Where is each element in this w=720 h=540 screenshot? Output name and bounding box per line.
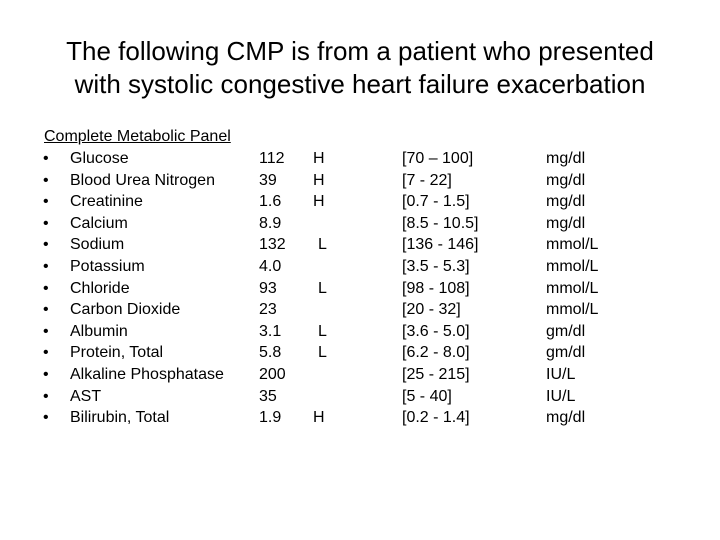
lab-name: Sodium xyxy=(70,236,125,254)
lab-results-list xyxy=(0,148,720,429)
lab-result-row xyxy=(0,170,720,192)
lab-unit: IU/L xyxy=(546,365,576,383)
lab-unit: mmol/L xyxy=(546,301,599,319)
lab-unit: gm/dl xyxy=(546,344,586,362)
reference-range: [3.5 - 5.3] xyxy=(402,257,470,275)
reference-range: [3.6 - 5.0] xyxy=(402,322,470,340)
bullet-icon: • xyxy=(43,257,49,275)
abnormal-flag: L xyxy=(318,236,327,254)
lab-unit: mmol/L xyxy=(546,236,599,254)
reference-range: [5 - 40] xyxy=(402,387,452,405)
lab-name: AST xyxy=(70,387,102,405)
lab-value: 8.9 xyxy=(259,214,282,232)
lab-value: 35 xyxy=(259,387,277,405)
reference-range: [8.5 - 10.5] xyxy=(402,214,479,232)
lab-name: Potassium xyxy=(70,257,145,275)
bullet-icon: • xyxy=(43,322,49,340)
reference-range: [0.2 - 1.4] xyxy=(402,409,470,427)
lab-unit: mg/dl xyxy=(546,171,586,189)
reference-range: [136 - 146] xyxy=(402,236,479,254)
lab-result-row xyxy=(0,213,720,235)
panel-heading: Complete Metabolic Panel xyxy=(44,128,231,145)
bullet-icon: • xyxy=(43,193,49,211)
bullet-icon: • xyxy=(43,236,49,254)
lab-unit: mg/dl xyxy=(546,214,586,232)
abnormal-flag: H xyxy=(313,409,325,427)
bullet-icon: • xyxy=(43,214,49,232)
lab-value: 1.6 xyxy=(259,193,282,211)
bullet-icon: • xyxy=(43,301,49,319)
lab-result-row xyxy=(0,191,720,213)
lab-value: 4.0 xyxy=(259,257,282,275)
lab-value: 112 xyxy=(259,150,285,167)
lab-name: Protein, Total xyxy=(70,344,164,362)
lab-value: 1.9 xyxy=(259,409,282,427)
lab-result-row xyxy=(0,256,720,278)
lab-name: Chloride xyxy=(70,279,130,297)
reference-range: [6.2 - 8.0] xyxy=(402,344,470,362)
lab-result-row xyxy=(0,299,720,321)
lab-name: Carbon Dioxide xyxy=(70,301,181,319)
bullet-icon: • xyxy=(43,409,49,427)
lab-unit: mg/dl xyxy=(546,150,586,167)
slide-title-line-2: with systolic congestive heart failure exacerbation xyxy=(74,69,646,99)
reference-range: [70 – 100] xyxy=(402,150,474,167)
bullet-icon: • xyxy=(43,344,49,362)
lab-result-row xyxy=(0,148,720,170)
lab-name: Alkaline Phosphatase xyxy=(70,365,224,383)
bullet-icon: • xyxy=(43,279,49,297)
lab-name: Albumin xyxy=(70,322,128,340)
abnormal-flag: H xyxy=(313,171,325,189)
lab-unit: mmol/L xyxy=(546,279,599,297)
lab-value: 93 xyxy=(259,279,277,297)
reference-range: [7 - 22] xyxy=(402,171,452,189)
lab-result-row xyxy=(0,407,720,429)
abnormal-flag: H xyxy=(313,150,325,167)
abnormal-flag: H xyxy=(313,193,325,211)
bullet-icon: • xyxy=(43,150,49,167)
lab-result-row xyxy=(0,321,720,343)
lab-value: 5.8 xyxy=(259,344,282,362)
lab-name: Blood Urea Nitrogen xyxy=(70,171,215,189)
slide-title-line-1: The following CMP is from a patient who presented xyxy=(66,36,654,66)
lab-unit: IU/L xyxy=(546,387,576,405)
bullet-icon: • xyxy=(43,387,49,405)
lab-unit: mmol/L xyxy=(546,257,599,275)
abnormal-flag: L xyxy=(318,344,327,362)
lab-name: Calcium xyxy=(70,214,128,232)
lab-result-row xyxy=(0,234,720,256)
lab-name: Creatinine xyxy=(70,193,143,211)
lab-value: 200 xyxy=(259,365,286,383)
reference-range: [25 - 215] xyxy=(402,365,470,383)
lab-result-row xyxy=(0,364,720,386)
lab-unit: mg/dl xyxy=(546,409,586,427)
lab-name: Glucose xyxy=(70,150,129,167)
lab-unit: gm/dl xyxy=(546,322,586,340)
bullet-icon: • xyxy=(43,171,49,189)
lab-name: Bilirubin, Total xyxy=(70,409,170,427)
reference-range: [20 - 32] xyxy=(402,301,461,319)
lab-value: 132 xyxy=(259,236,286,254)
lab-result-row xyxy=(0,342,720,364)
lab-result-row xyxy=(0,386,720,408)
lab-value: 39 xyxy=(259,171,277,189)
bullet-icon: • xyxy=(43,365,49,383)
reference-range: [0.7 - 1.5] xyxy=(402,193,470,211)
abnormal-flag: L xyxy=(318,322,327,340)
reference-range: [98 - 108] xyxy=(402,279,470,297)
lab-unit: mg/dl xyxy=(546,193,586,211)
lab-value: 23 xyxy=(259,301,277,319)
abnormal-flag: L xyxy=(318,279,327,297)
lab-result-row xyxy=(0,278,720,300)
lab-value: 3.1 xyxy=(259,322,282,340)
